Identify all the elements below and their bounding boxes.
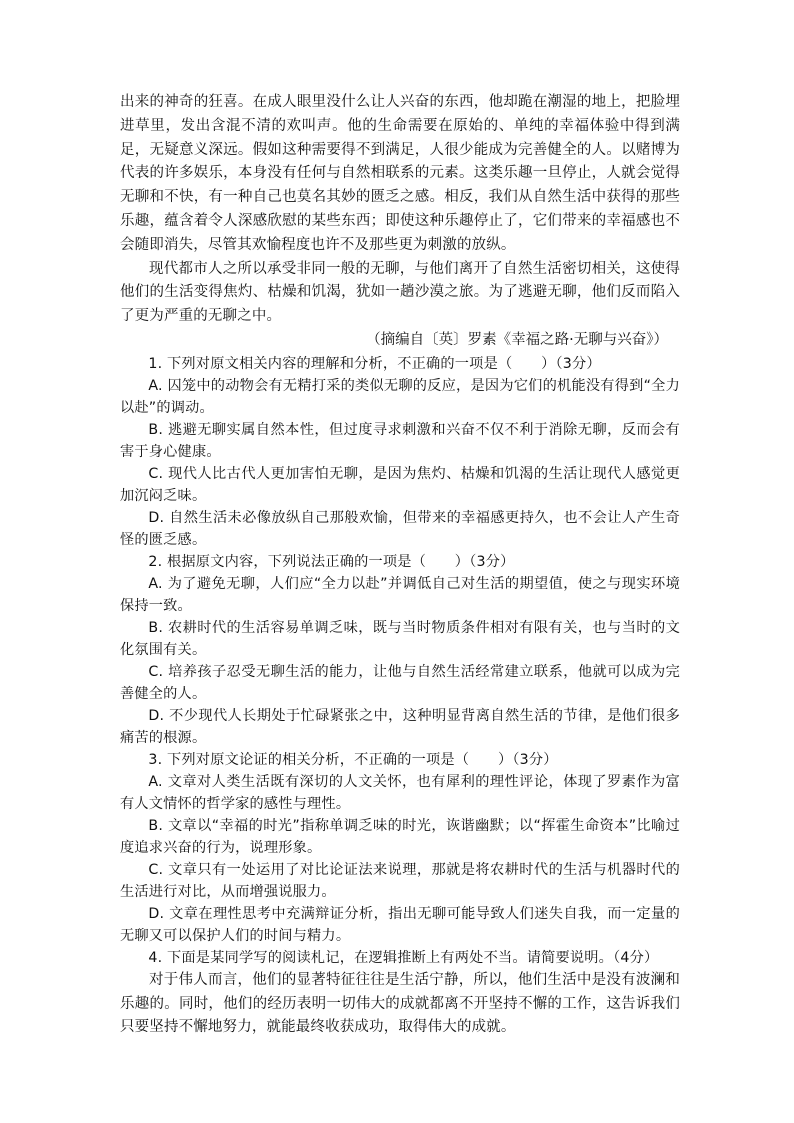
question-2-option-a: A. 为了避免无聊，人们应“全力以赴”并调低自己对生活的期望值，使之与现实环境保持一致。 (120, 575, 680, 614)
question-3-option-b: B. 文章以“幸福的时光”指称单调乏味的时光，诙谐幽默；以“挥霍生命资本”比喻过度追求兴奋的行为，说理形象。 (120, 817, 680, 856)
passage-source: （摘编自〔英〕罗素《幸福之路·无聊与兴奋》） (366, 331, 668, 348)
passage-paragraph-1: 出来的神奇的狂喜。在成人眼里没什么让人兴奋的东西，他却跪在潮湿的地上，把脸埋进草里，发出含混不清的欢叫声。他的生命需要在原始的、单纯的幸福体验中得到满足，无疑意义深远。假如这种需要得不到满足，人很少能成为完善健全的人。以赌博为代表的许多娱乐，本身没有任何与自然相联系的元素。这类乐趣一旦停止，人就会觉得无聊和不快，有一种自己也莫名其妙的匮乏之感。相反，我们从自然生活中获得的那些乐趣，蕴含着令人深感欣慰的某些东西；即使这种乐趣停止了，它们带来的幸福感也不会随即消失，尽管其欢愉程度也许不及那些更为刺激的放纵。 (120, 94, 680, 253)
question-1-stem: 1. 下列对原文相关内容的理解和分析，不正确的一项是（ ）（3分） (148, 355, 601, 372)
question-3-option-a: A. 文章对人类生活既有深切的人文关怀，也有犀利的理性评论，体现了罗素作为富有人文情怀的哲学家的感性与理性。 (120, 773, 680, 812)
question-1-option-a: A. 囚笼中的动物会有无精打采的类似无聊的反应，是因为它们的机能没有得到“全力以赴”的调动。 (120, 377, 680, 416)
question-3-stem: 3. 下列对原文论证的相关分析，不正确的一项是（ ）（3分） (148, 751, 558, 768)
question-4-reading-note: 对于伟人而言，他们的显著特征往往是生活宁静，所以，他们生活中是没有波澜和乐趣的。同时，他们的经历表明一切伟大的成就都离不开坚持不懈的工作，这告诉我们只要坚持不懈地努力，就能最终收获成功，取得伟大的成就。 (120, 971, 680, 1036)
exam-page (120, 91, 680, 1040)
question-2-option-d: D. 不少现代人长期处于忙碌紧张之中，这种明显背离自然生活的节律，是他们很多痛苦的根源。 (120, 707, 680, 746)
question-1-option-b: B. 逃避无聊实属自然本性，但过度寻求刺激和兴奋不仅不利于消除无聊，反而会有害于身心健康。 (120, 421, 680, 460)
question-2 (120, 551, 680, 749)
question-2-option-b: B. 农耕时代的生活容易单调乏味，既与当时物质条件相对有限有关，也与当时的文化氛围有关。 (120, 619, 680, 658)
question-4-stem: 4. 下面是某同学写的阅读札记，在逻辑推断上有两处不当。请简要说明。（4分） (148, 949, 659, 966)
question-3-option-c: C. 文章只有一处运用了对比论证法来说理，那就是将农耕时代的生活与机器时代的生活进行对比，从而增强说服力。 (120, 861, 680, 900)
question-3-option-d: D. 文章在理性思考中充满辩证分析，指出无聊可能导致人们迷失自我，而一定量的无聊又可以保护人们的时间与精力。 (120, 905, 680, 944)
question-1 (120, 353, 680, 551)
question-2-option-c: C. 培养孩子忍受无聊生活的能力，让他与自然生活经常建立联系，他就可以成为完善健全的人。 (120, 663, 680, 702)
passage-paragraph-2: 现代都市人之所以承受非同一般的无聊，与他们离开了自然生活密切相关，这使得他们的生活变得焦灼、枯燥和饥渴，犹如一趟沙漠之旅。为了逃避无聊，他们反而陷入了更为严重的无聊之中。 (120, 260, 680, 325)
question-1-option-d: D. 自然生活未必像放纵自己那般欢愉，但带来的幸福感更持久，也不会让人产生奇怪的匮乏感。 (120, 509, 680, 548)
question-3 (120, 749, 680, 947)
question-1-option-c: C. 现代人比古代人更加害怕无聊，是因为焦灼、枯燥和饥渴的生活让现代人感觉更加沉闷乏味。 (120, 465, 680, 504)
question-4 (120, 947, 680, 1040)
question-2-stem: 2. 根据原文内容，下列说法正确的一项是（ ）（3分） (148, 553, 515, 570)
